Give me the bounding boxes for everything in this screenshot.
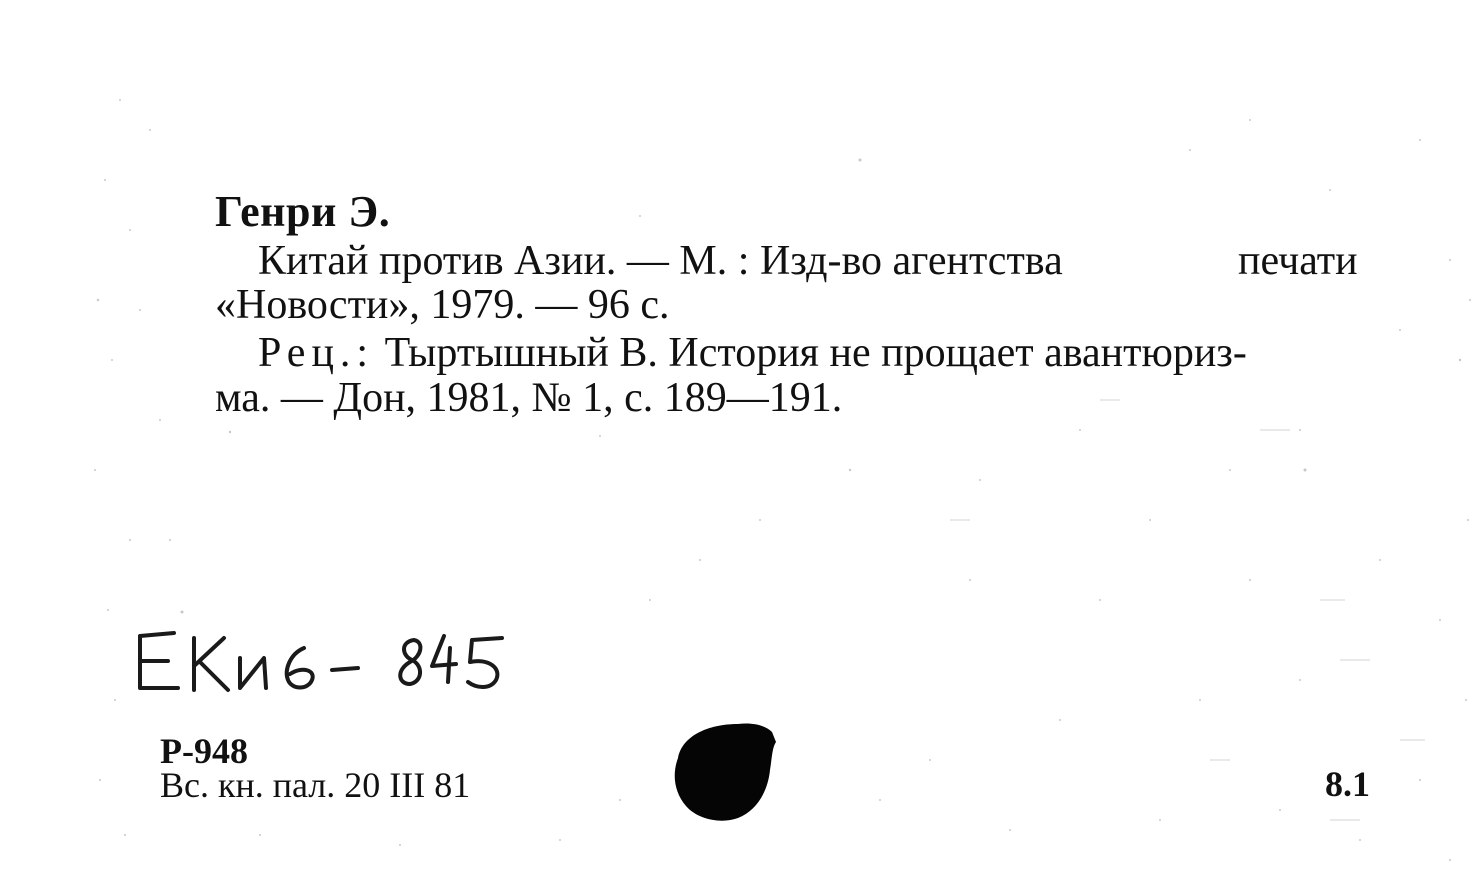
book-chamber-line: Вс. кн. пал. 20 III 81 (160, 765, 471, 805)
price-value: 8.1 (1325, 764, 1370, 804)
review-label: Рец.: (258, 330, 375, 376)
author-name: Генри Э. (215, 187, 391, 236)
title-line-1-end: печати (1238, 238, 1358, 284)
handwritten-shelfmark (132, 618, 517, 708)
title-line-2: «Новости», 1979. — 96 с. (215, 282, 670, 328)
title-line-1: Китай против Азии. — М. : Изд-во агентства (258, 238, 1063, 284)
review-line-2: ма. — Дон, 1981, № 1, с. 189—191. (215, 375, 843, 421)
review-line-1 (258, 332, 1247, 374)
card-code: Р-948 (160, 731, 248, 771)
review-text: Тыртышный В. История не прощает авантюриз- (374, 330, 1247, 376)
ink-blot (668, 718, 780, 822)
